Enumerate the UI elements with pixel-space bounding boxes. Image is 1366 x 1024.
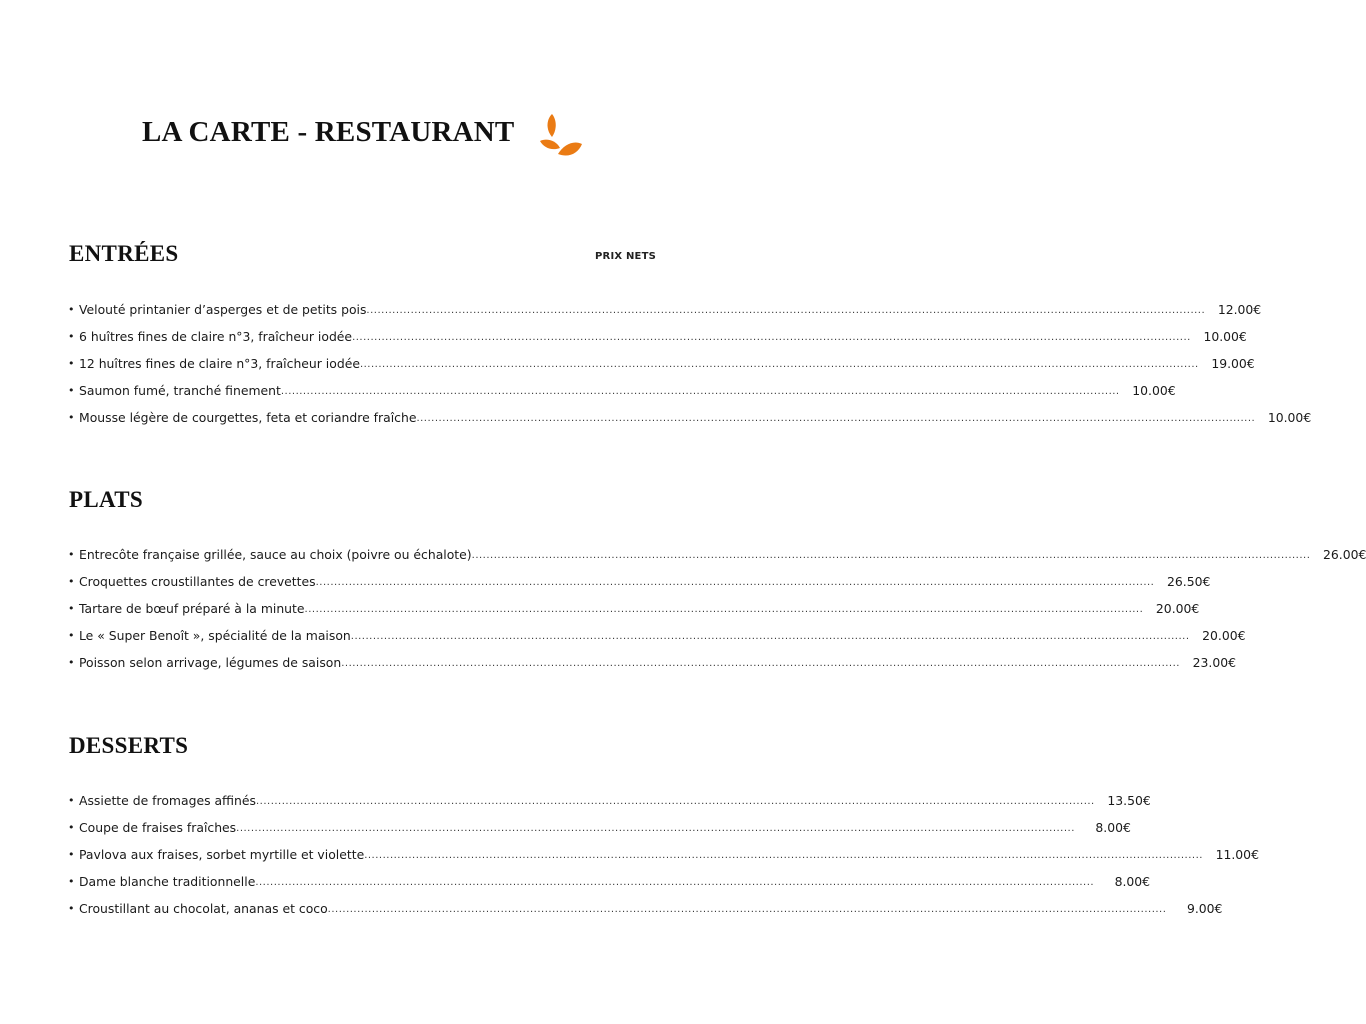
- dot-leader: ....................................................................................................................................................................................................................................: [364, 850, 1203, 861]
- dot-leader: ....................................................................................................................................................................................................................................: [236, 823, 1075, 834]
- menu-item: [68, 787, 1151, 814]
- menu-list: [68, 296, 1312, 431]
- dot-leader: ....................................................................................................................................................................................................................................: [416, 413, 1256, 424]
- item-price: 26.50€: [1167, 574, 1211, 589]
- item-name: Assiette de fromages affinés: [79, 793, 256, 808]
- dot-leader: ....................................................................................................................................................................................................................................: [327, 904, 1167, 915]
- dot-leader: ....................................................................................................................................................................................................................................: [255, 877, 1095, 888]
- price-note: PRIX NETS: [595, 251, 656, 262]
- dot-leader: ....................................................................................................................................................................................................................................: [352, 332, 1191, 343]
- item-name: Croustillant au chocolat, ananas et coco: [79, 901, 328, 916]
- item-price: 8.00€: [1095, 820, 1131, 835]
- item-name: 6 huîtres fines de claire n°3, fraîcheur iodée: [79, 329, 353, 344]
- bullet-icon: •: [68, 357, 75, 370]
- item-name: Croquettes croustillantes de crevettes: [79, 574, 316, 589]
- dot-leader: ....................................................................................................................................................................................................................................: [350, 631, 1190, 642]
- item-name: Le « Super Benoît », spécialité de la maison: [79, 628, 351, 643]
- item-price: 10.00€: [1267, 410, 1312, 425]
- bullet-icon: •: [68, 548, 75, 561]
- dot-leader: ....................................................................................................................................................................................................................................: [304, 604, 1144, 615]
- bullet-icon: •: [68, 384, 75, 397]
- menu-item: [68, 323, 1247, 350]
- bullet-icon: •: [68, 821, 75, 834]
- item-price: 9.00€: [1186, 901, 1223, 916]
- item-name: Velouté printanier d’asperges et de petits pois: [79, 302, 367, 317]
- item-price: 26.00€: [1323, 547, 1366, 562]
- dot-leader: ....................................................................................................................................................................................................................................: [280, 386, 1120, 397]
- bullet-icon: •: [68, 330, 75, 343]
- menu-item: [68, 296, 1262, 323]
- menu-item: [68, 895, 1223, 922]
- menu-item: [68, 350, 1255, 377]
- dot-leader: ....................................................................................................................................................................................................................................: [255, 796, 1095, 807]
- menu-item: [68, 814, 1131, 841]
- dot-leader: ....................................................................................................................................................................................................................................: [366, 305, 1206, 316]
- menu-item: [68, 541, 1366, 568]
- item-name: Entrecôte française grillée, sauce au choix (poivre ou échalote): [79, 547, 472, 562]
- item-price: 13.50€: [1107, 793, 1151, 808]
- menu-item: [68, 568, 1211, 595]
- dot-leader: ....................................................................................................................................................................................................................................: [341, 658, 1180, 669]
- header: [0, 106, 724, 166]
- leaf-left-icon: [540, 140, 560, 149]
- item-price: 10.00€: [1203, 329, 1247, 344]
- item-name: Dame blanche traditionnelle: [79, 874, 256, 889]
- item-price: 11.00€: [1215, 847, 1259, 862]
- bullet-icon: •: [68, 629, 75, 642]
- dot-leader: ....................................................................................................................................................................................................................................: [315, 577, 1155, 588]
- menu-item: [68, 622, 1246, 649]
- item-price: 8.00€: [1114, 874, 1151, 889]
- item-name: Coupe de fraises fraîches: [79, 820, 237, 835]
- section-desserts: [0, 733, 1259, 933]
- menu-item: [68, 649, 1236, 676]
- item-name: Tartare de bœuf préparé à la minute: [79, 601, 305, 616]
- bullet-icon: •: [68, 303, 75, 316]
- item-name: Saumon fumé, tranché finement: [79, 383, 281, 398]
- orange-leaves-icon: [538, 110, 584, 160]
- item-name: Pavlova aux fraises, sorbet myrtille et violette: [79, 847, 365, 862]
- menu-list: [68, 541, 1366, 676]
- menu-item: [68, 377, 1176, 404]
- item-price: 10.00€: [1132, 383, 1176, 398]
- menu-item: [68, 868, 1151, 895]
- item-price: 19.00€: [1211, 356, 1255, 371]
- leaf-small-icon: [548, 114, 556, 137]
- dot-leader: ....................................................................................................................................................................................................................................: [359, 359, 1199, 370]
- section-entrees: [0, 241, 1312, 441]
- bullet-icon: •: [68, 411, 75, 424]
- item-name: Poisson selon arrivage, légumes de saison: [79, 655, 342, 670]
- leaf-right-icon: [558, 142, 582, 155]
- section-title: PLATS: [69, 487, 143, 512]
- item-name: Mousse légère de courgettes, feta et coriandre fraîche: [79, 410, 417, 425]
- menu-list: [68, 787, 1259, 922]
- section-title: ENTRÉES: [69, 241, 179, 266]
- page-title: LA CARTE - RESTAURANT: [142, 116, 515, 148]
- section-title: DESSERTS: [69, 733, 189, 758]
- section-plats: [0, 487, 1366, 687]
- bullet-icon: •: [68, 575, 75, 588]
- item-price: 20.00€: [1155, 601, 1200, 616]
- dot-leader: ....................................................................................................................................................................................................................................: [471, 550, 1311, 561]
- bullet-icon: •: [68, 656, 75, 669]
- item-price: 23.00€: [1192, 655, 1236, 670]
- item-price: 12.00€: [1217, 302, 1262, 317]
- item-name: 12 huîtres fines de claire n°3, fraîcheur iodée: [79, 356, 360, 371]
- menu-item: [68, 404, 1312, 431]
- bullet-icon: •: [68, 902, 75, 915]
- menu-item: [68, 841, 1259, 868]
- bullet-icon: •: [68, 848, 75, 861]
- bullet-icon: •: [68, 602, 75, 615]
- bullet-icon: •: [68, 875, 75, 888]
- bullet-icon: •: [68, 794, 75, 807]
- menu-item: [68, 595, 1200, 622]
- item-price: 20.00€: [1202, 628, 1246, 643]
